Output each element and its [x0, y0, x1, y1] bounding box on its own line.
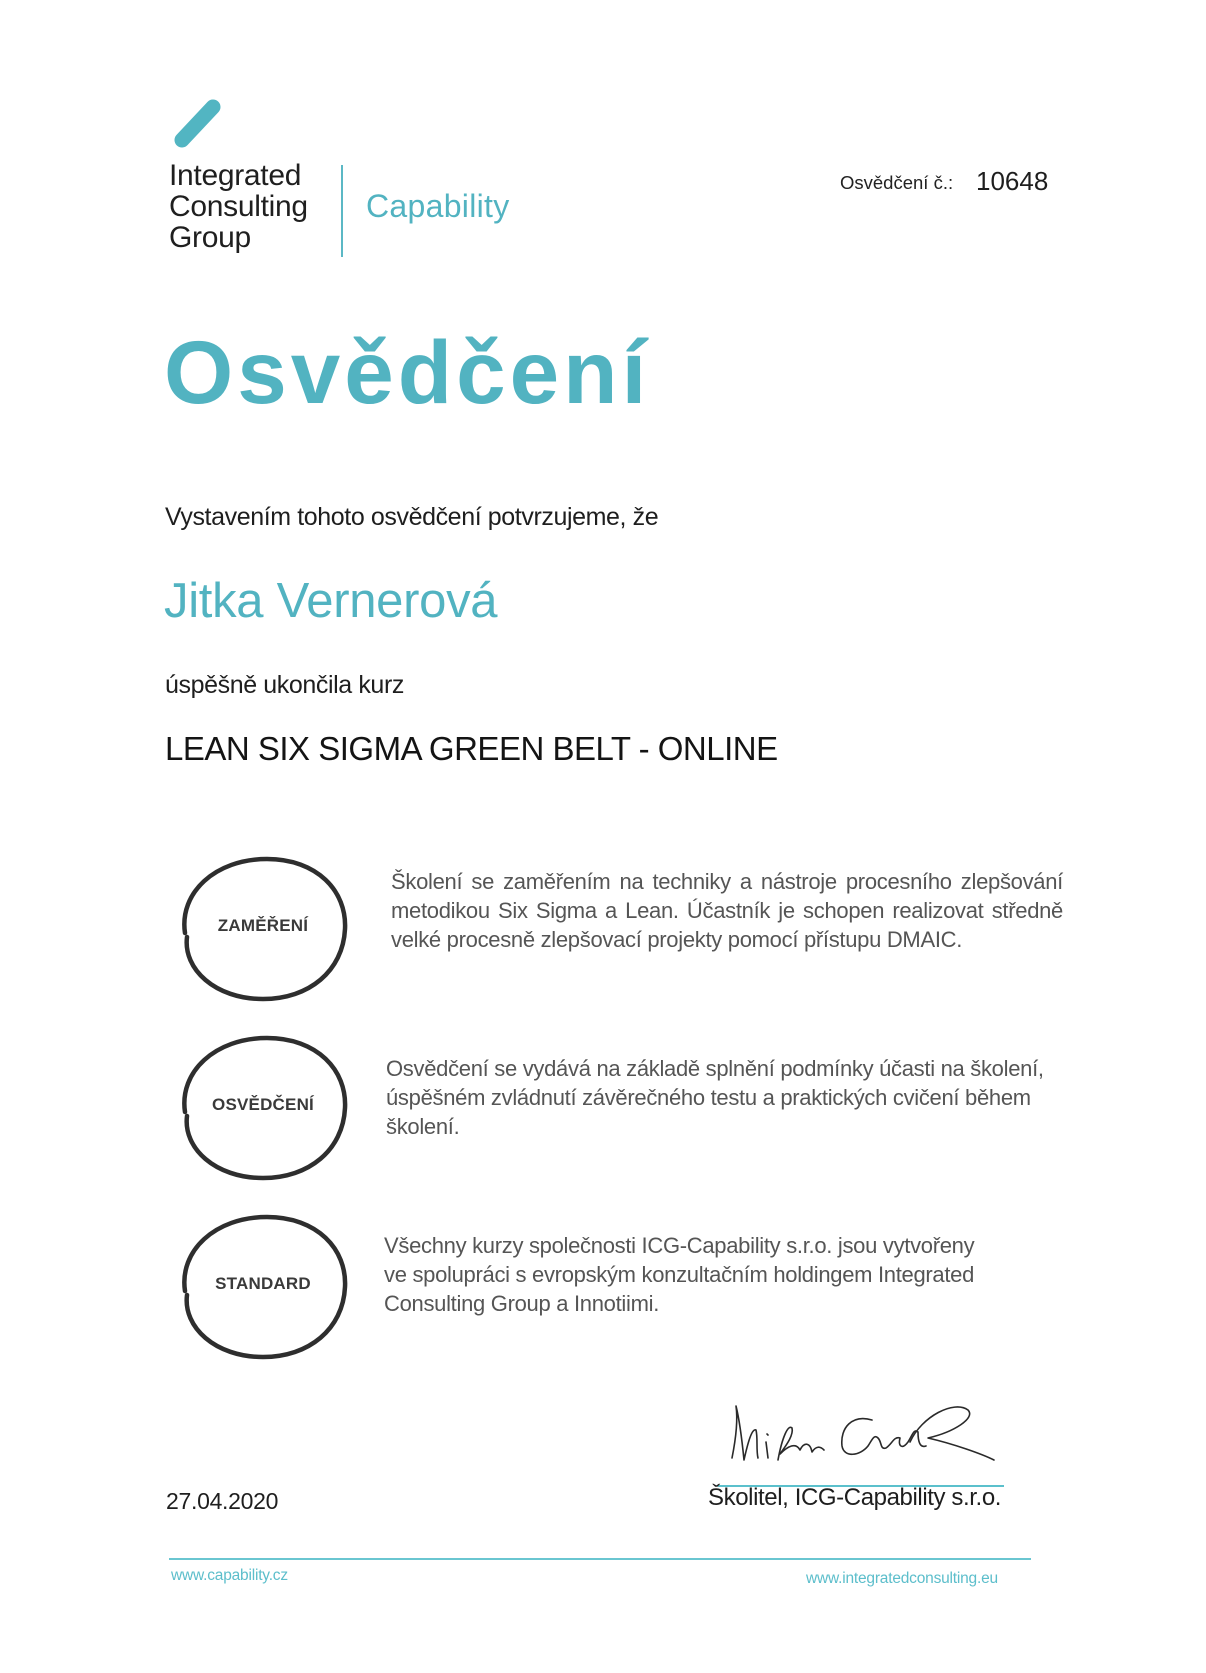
badge-certificate: [175, 1032, 351, 1182]
completed-text: úspěšně ukončila kurz: [165, 671, 404, 699]
certificate-number-label: Osvědčení č.:: [840, 172, 954, 193]
certificate-number-value: 10648: [976, 166, 1049, 196]
intro-text: Vystavením tohoto osvědčení potvrzujeme, že: [165, 503, 659, 531]
badge-standard: [175, 1211, 351, 1361]
badge-focus: [175, 853, 351, 1003]
logo-slash-icon: [170, 96, 226, 152]
section-text-standard: Všechny kurzy společnosti ICG-Capability s.r.o. jsou vytvořeny ve spolupráci s evropským konzultačním holdingem Integrated Consulting Group a Innotiimi.: [384, 1233, 975, 1316]
section-text-certificate: Osvědčení se vydává na základě splnění podmínky účasti na školení, úspěšném zvládnutí závěrečného testu a praktických cvičení během školení.: [386, 1056, 1044, 1139]
signature-image: [722, 1398, 1002, 1474]
course-name: LEAN SIX SIGMA GREEN BELT - ONLINE: [165, 730, 778, 767]
section-text-focus: Školení se zaměřením na techniky a nástroje procesního zlepšování metodikou Six Sigma a Lean. Účastník je schopen realizovat středně velké procesně zlepšovací projekty pomocí přístupu DMAIC.: [391, 869, 1063, 952]
badge-label: OSVĚDČENÍ: [212, 1095, 314, 1114]
badge-label: ZAMĚŘENÍ: [217, 916, 309, 935]
trainer-caption: Školitel, ICG-Capability s.r.o.: [708, 1484, 1002, 1511]
logo-company-line-1: Integrated: [169, 159, 302, 192]
logo-company-line-2: Consulting: [169, 190, 308, 223]
logo-company-line-3: Group: [169, 221, 251, 254]
page-title: Osvědčení: [164, 322, 651, 422]
logo-divider: [341, 165, 343, 257]
issue-date: 27.04.2020: [166, 1488, 279, 1514]
footer-link-capability[interactable]: www.capability.cz: [171, 1567, 288, 1584]
recipient-name: Jitka Vernerová: [164, 574, 498, 628]
footer-link-integratedconsulting[interactable]: www.integratedconsulting.eu: [806, 1570, 998, 1587]
badge-label: STANDARD: [215, 1274, 311, 1293]
logo-division: Capability: [366, 188, 510, 224]
footer-divider: [169, 1558, 1031, 1560]
